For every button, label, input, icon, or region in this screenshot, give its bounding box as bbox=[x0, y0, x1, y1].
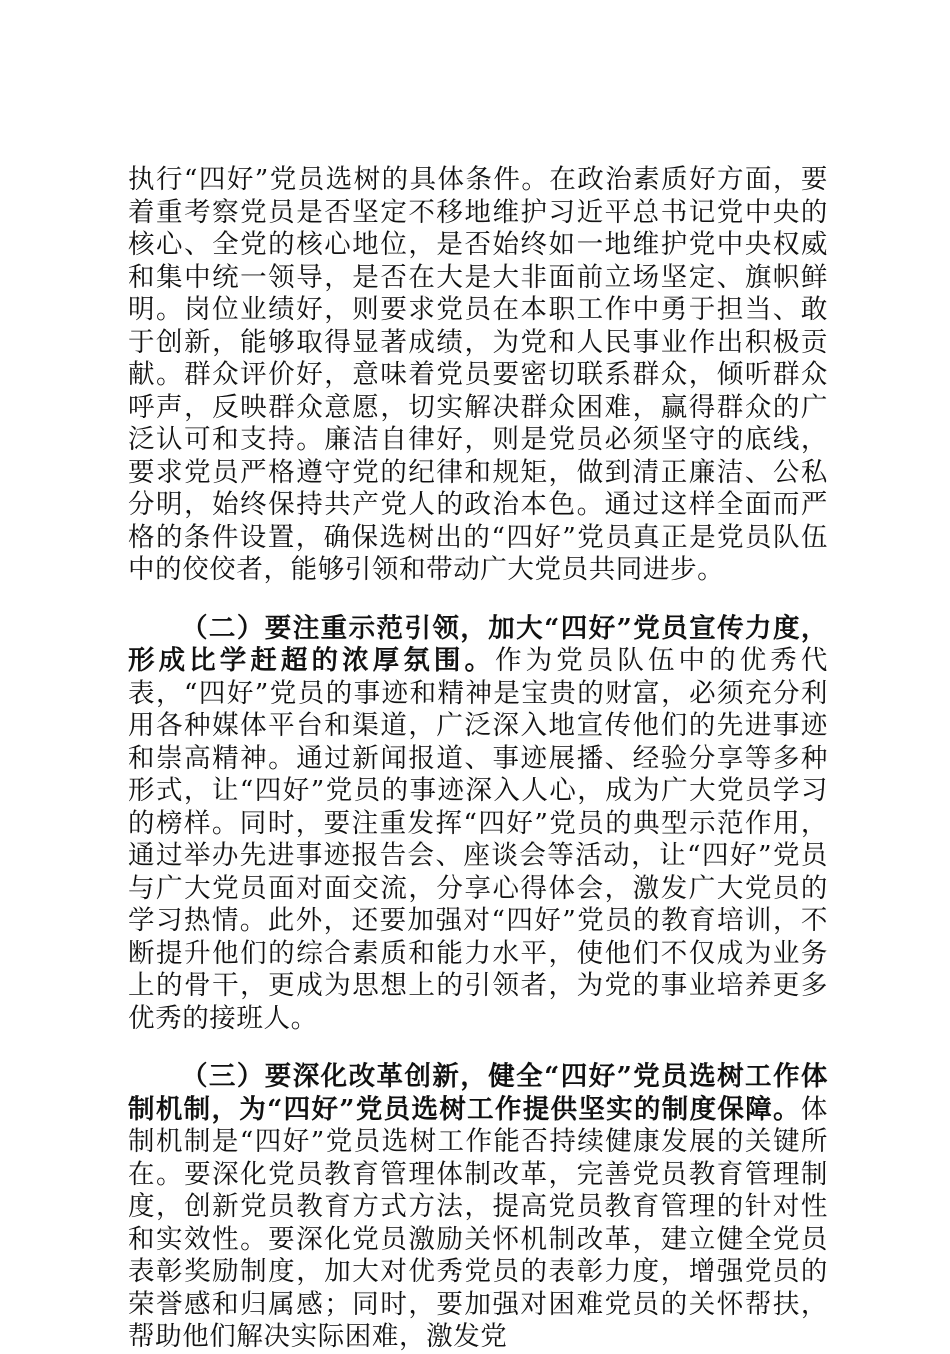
document-body bbox=[128, 164, 828, 1354]
paragraph-1-text: 执行“四好”党员选树的具体条件。在政治素质好方面，要着重考察党员是否坚定不移地维护习近平总书记党中央的核心、全党的核心地位，是否始终如一地维护党中央权威和集中统一领导，是否在大是大非面前立场坚定、旗帜鲜明。岗位业绩好，则要求党员在本职工作中勇于担当、敢于创新，能够取得显著成绩，为党和人民事业作出积极贡献。群众评价好，意味着党员要密切联系群众，倾听群众呼声，反映群众意愿，切实解决群众困难，赢得群众的广泛认可和支持。廉洁自律好，则是党员必须坚守的底线，要求党员严格遵守党的纪律和规矩，做到清正廉洁、公私分明，始终保持共产党人的政治本色。通过这样全面而严格的条件设置，确保选树出的“四好”党员真正是党员队伍中的佼佼者，能够引领和带动广大党员共同进步。 bbox=[128, 164, 828, 585]
paragraph-3-text: 体制机制是“四好”党员选树工作能否持续健康发展的关键所在。要深化党员教育管理体制改革，完善党员教育管理制度，创新党员教育方式方法，提高党员教育管理的针对性和实效性。要深化党员激励关怀机制改革，建立健全党员表彰奖励制度，加大对优秀党员的表彰力度，增强党员的荣誉感和归属感；同时，要加强对困难党员的关怀帮扶，帮助他们解决实际困难，激发党 bbox=[128, 1093, 828, 1352]
paragraph-2-text: 作为党员队伍中的优秀代表，“四好”党员的事迹和精神是宝贵的财富，必须充分利用各种媒体平台和渠道，广泛深入地宣传他们的先进事迹和崇高精神。通过新闻报道、事迹展播、经验分享等多种形式，让“四好”党员的事迹深入人心，成为广大党员学习的榜样。同时，要注重发挥“四好”党员的典型示范作用，通过举办先进事迹报告会、座谈会等活动，让“四好”党员与广大党员面对面交流，分享心得体会，激发广大党员的学习热情。此外，还要加强对“四好”党员的教育培训，不断提升他们的综合素质和能力水平，使他们不仅成为业务上的骨干，更成为思想上的引领者，为党的事业培养更多优秀的接班人。 bbox=[128, 645, 828, 1034]
paragraph-2-lead: （二）要注重示范引领，加大“四好”党员宣传力度，形成比学赶超的浓厚氛围。 bbox=[128, 612, 828, 676]
paragraph-2 bbox=[128, 613, 828, 1036]
paragraph-3-lead: （三）要深化改革创新，健全“四好”党员选树工作体制机制，为“四好”党员选树工作提供坚实的制度保障。 bbox=[128, 1061, 828, 1125]
paragraph-3 bbox=[128, 1061, 828, 1354]
paragraph-1 bbox=[128, 164, 828, 587]
